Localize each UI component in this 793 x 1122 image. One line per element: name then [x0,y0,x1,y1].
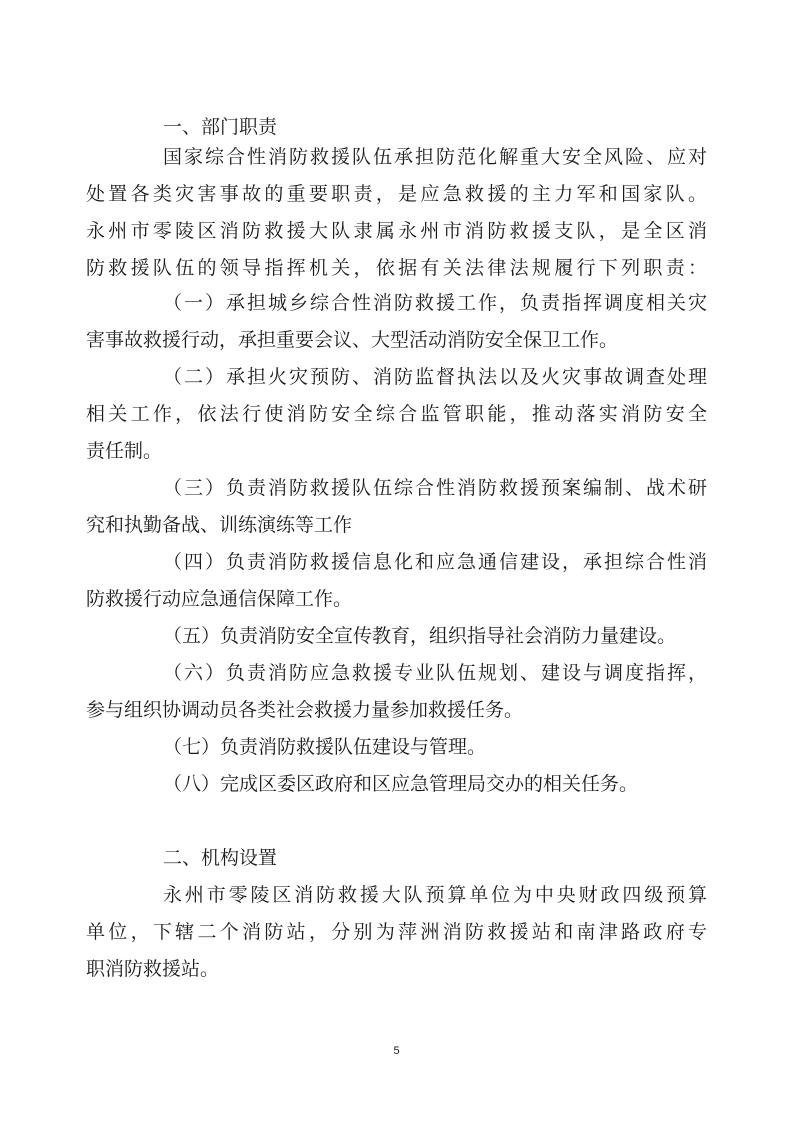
paragraph-line: 职消防救援站。 [86,958,220,980]
section-heading-organization: 二、机构设置 [163,847,278,869]
duty-item-5: （五）负责消防安全宣传教育，组织指导社会消防力量建设。 [163,625,677,647]
duty-item-4-cont: 防救援行动应急通信保障工作。 [86,588,353,610]
duty-item-6: （六）负责消防应急救援专业队伍规划、建设与调度指挥， [163,662,707,684]
paragraph-line: 处置各类灾害事故的重要职责，是应急救援的主力军和国家队。 [86,183,707,205]
paragraph-line: 国家综合性消防救援队伍承担防范化解重大安全风险、应对 [163,146,707,168]
paragraph-line: 永州市零陵区消防救援大队隶属永州市消防救援支队，是全区消 [86,220,707,242]
duty-item-2: （二）承担火灾预防、消防监督执法以及火灾事故调查处理 [163,366,707,388]
section-heading-duties: 一、部门职责 [163,116,278,138]
duty-item-4: （四）负责消防救援信息化和应急通信建设，承担综合性消 [163,551,707,573]
duty-item-3: （三）负责消防救援队伍综合性消防救援预案编制、战术研 [163,477,707,499]
duty-item-1-cont: 害事故救援行动，承担重要会议、大型活动消防安全保卫工作。 [86,329,619,351]
paragraph-line: 永州市零陵区消防救援大队预算单位为中央财政四级预算 [163,884,707,906]
duty-item-8: （八）完成区委区政府和区应急管理局交办的相关任务。 [163,773,639,795]
paragraph-line: 单位，下辖二个消防站，分别为萍洲消防救援站和南津路政府专 [86,921,707,943]
duty-item-6-cont: 参与组织协调动员各类社会救援力量参加救援任务。 [86,699,524,721]
duty-item-2-cont: 责任制。 [86,440,163,462]
duty-item-7: （七）负责消防救援队伍建设与管理。 [163,736,487,758]
duty-item-3-cont: 究和执勤备战、训练演练等工作 [86,514,353,536]
duty-item-2-cont: 相关工作，依法行使消防安全综合监管职能，推动落实消防安全 [86,403,707,425]
paragraph-line: 防救援队伍的领导指挥机关，依据有关法律法规履行下列职责： [86,257,707,279]
page-number: 5 [393,1045,400,1057]
duty-item-1: （一）承担城乡综合性消防救援工作，负责指挥调度相关灾 [163,292,707,314]
